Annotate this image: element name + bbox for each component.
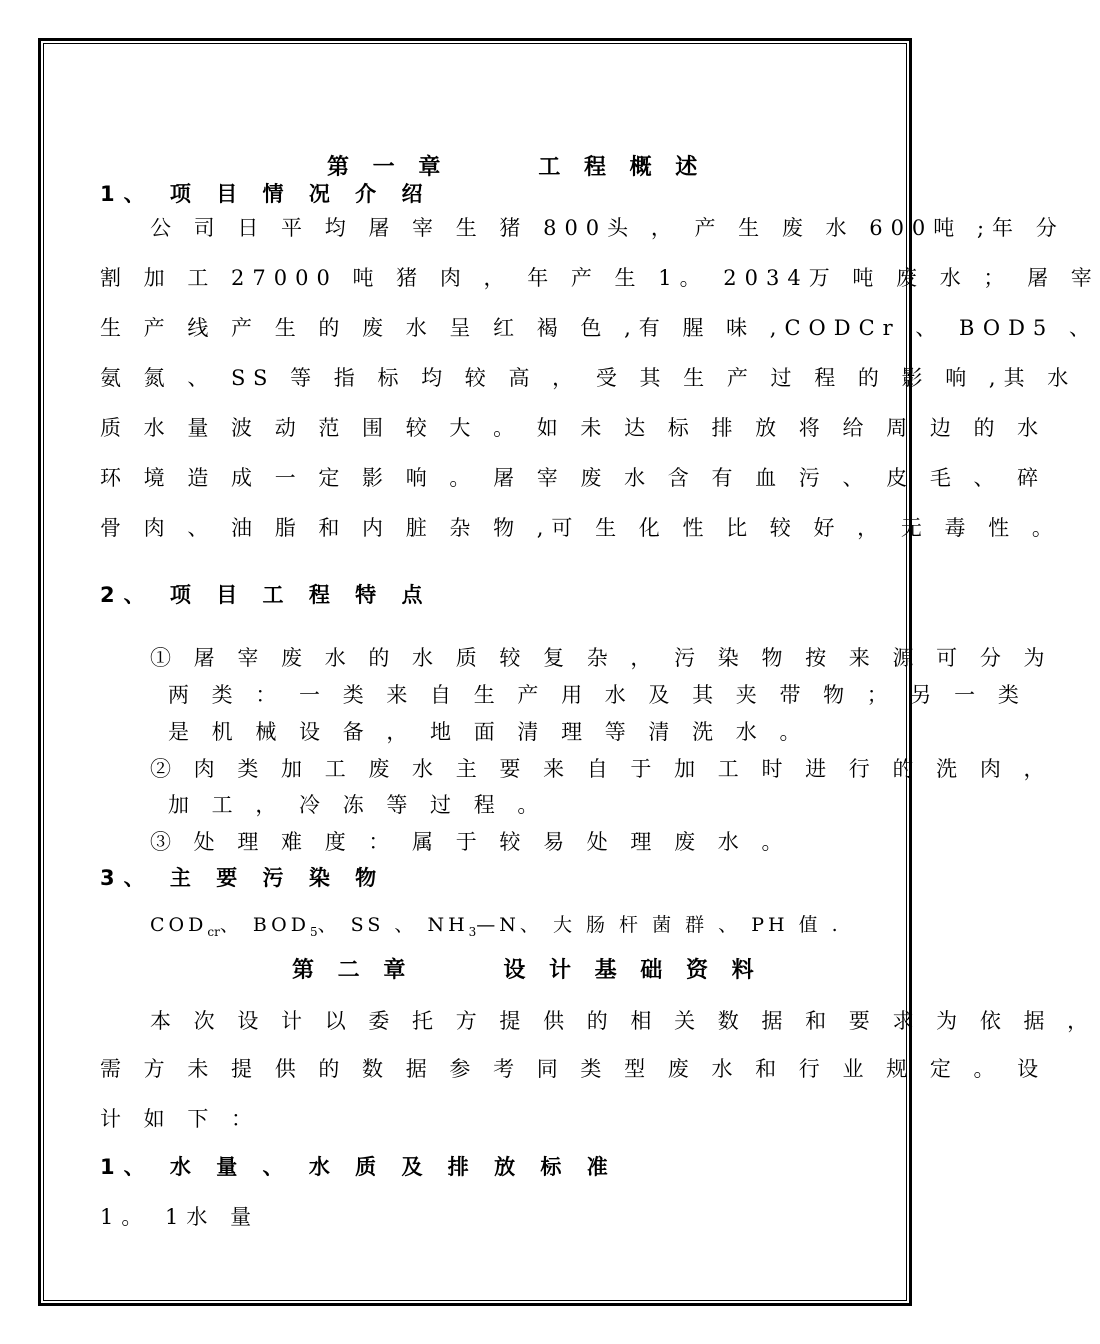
paragraph-line: 割 加 工 27000 吨 猪 肉 ， 年 产 生 1。 2034万 吨 废 水 ； 屠 宰 (100, 266, 1100, 290)
pollutant-text: —N、 大 肠 杆 菌 群 、 PH 值 . (476, 914, 842, 936)
list-item-line: ② 肉 类 加 工 废 水 主 要 来 自 于 加 工 时 进 行 的 洗 肉 ， (150, 757, 1053, 781)
paragraph-line: 环 境 造 成 一 定 影 响 。 屠 宰 废 水 含 有 血 污 、 皮 毛 、 碎 (100, 466, 1047, 490)
paragraph-line: 计 如 下 ： (100, 1107, 261, 1131)
list-item-line: 加 工 ， 冷 冻 等 过 程 。 (168, 793, 547, 817)
chapter1-title: 第 一 章 工 程 概 述 (327, 155, 706, 180)
paragraph-line: 需 方 未 提 供 的 数 据 参 考 同 类 型 废 水 和 行 业 规 定 。 设 (100, 1057, 1047, 1081)
paragraph-line: 本 次 设 计 以 委 托 方 提 供 的 相 关 数 据 和 要 求 为 依 据 ， (150, 1009, 1097, 1033)
list-item-line: ③ 处 理 难 度 ： 属 于 较 易 处 理 废 水 。 (150, 830, 791, 854)
section2-heading: 2、 项 目 工 程 特 点 (100, 583, 432, 607)
pollutant-text: 、 SS 、 NH (317, 914, 469, 936)
list-item-line: 是 机 械 设 备 ， 地 面 清 理 等 清 洗 水 。 (168, 720, 809, 744)
section1-heading: 1、 项 目 情 况 介 绍 (100, 182, 432, 206)
paragraph-line: 氨 氮 、 SS 等 指 标 均 较 高 ， 受 其 生 产 过 程 的 影 响 ,其 水 (100, 366, 1077, 390)
subsection-heading: 1。 1水 量 (100, 1205, 260, 1229)
paragraph-line: 生 产 线 产 生 的 废 水 呈 红 褐 色 ,有 腥 味 ,CODCr 、 BOD5 、 (100, 316, 1098, 340)
pollutant-subscript: cr (207, 924, 220, 939)
section3-heading: 3、 主 要 污 染 物 (100, 866, 386, 890)
pollutant-subscript: 5 (310, 924, 318, 939)
pollutant-text: COD (150, 914, 208, 936)
list-item-line: ① 屠 宰 废 水 的 水 质 较 复 杂 ， 污 染 物 按 来 源 可 分 为 (150, 646, 1053, 670)
pollutant-text: 、 BOD (219, 914, 310, 936)
chapter2-title: 第 二 章 设 计 基 础 资 料 (292, 958, 762, 983)
paragraph-line: 质 水 量 波 动 范 围 较 大 。 如 未 达 标 排 放 将 给 周 边 的 水 (100, 416, 1047, 440)
paragraph-line: 骨 肉 、 油 脂 和 内 脏 杂 物 ,可 生 化 性 比 较 好 ， 无 毒 性 。 (100, 516, 1061, 540)
list-item-line: 两 类 ： 一 类 来 自 生 产 用 水 及 其 夹 带 物 ； 另 一 类 (168, 683, 1027, 707)
pollutant-subscript: 3 (468, 924, 477, 939)
chapter2-section1-heading: 1、 水 量 、 水 质 及 排 放 标 准 (100, 1155, 617, 1179)
pollutant-list (150, 912, 842, 945)
paragraph-line: 公 司 日 平 均 屠 宰 生 猪 800头 ， 产 生 废 水 600吨 ;年 分 (150, 216, 1065, 240)
